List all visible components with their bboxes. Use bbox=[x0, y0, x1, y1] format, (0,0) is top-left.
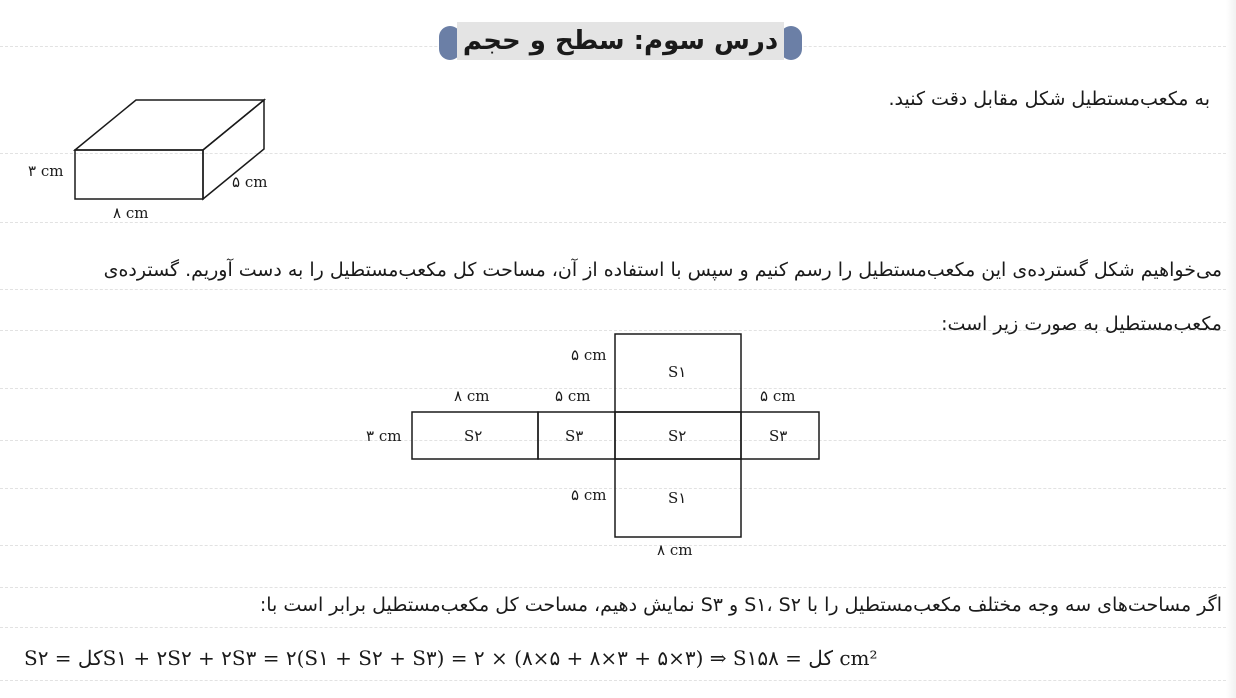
net-top-face-label: S۱ bbox=[668, 363, 687, 381]
cuboid-depth-label: ۵ cm bbox=[232, 173, 268, 191]
net-row-height-label: ۳ cm bbox=[366, 427, 402, 445]
net-col2-width-label: ۵ cm bbox=[555, 387, 591, 405]
net-face-3-label: S۲ bbox=[668, 427, 687, 445]
net-face-2-label: S۳ bbox=[565, 427, 584, 445]
cuboid-front-face bbox=[75, 150, 203, 199]
net-bottom-face-label: S۱ bbox=[668, 489, 687, 507]
net-bottom-width-label: ۸ cm bbox=[657, 541, 693, 559]
paragraph-line-2: مکعب‌مستطیل به صورت زیر است: bbox=[941, 313, 1222, 335]
areas-text: اگر مساحت‌های سه وجه مختلف مکعب‌مستطیل را با S۱، S۲ و S۳ نمایش دهیم، مساحت کل مکعب‌مستطیل برابر است با: bbox=[259, 594, 1222, 616]
cuboid-height-label: ۳ cm bbox=[28, 162, 64, 180]
paragraph-line-1: می‌خواهیم شکل گسترده‌ی این مکعب‌مستطیل را رسم کنیم و سپس با استفاده از آن، مساحت کل مکعب‌مستطیل را به دست آوریم. گسترده‌ی bbox=[103, 259, 1222, 281]
total-area-formula: Sکل = ۲S۱ + ۲S۲ + ۲S۳ = ۲(S۱ + S۲ + S۳) = ۲ × (۸×۵ + ۸×۳ + ۵×۳) ⇒ Sکل = ۱۵۸ cm² bbox=[24, 646, 878, 670]
lesson-title: درس سوم: سطح و حجم bbox=[457, 22, 784, 60]
net-col4-width-label: ۵ cm bbox=[760, 387, 796, 405]
net-col1-width-label: ۸ cm bbox=[454, 387, 490, 405]
cuboid-length-label: ۸ cm bbox=[113, 204, 149, 222]
intro-text: به مکعب‌مستطیل شکل مقابل دقت کنید. bbox=[888, 88, 1210, 110]
cuboid-top-face bbox=[75, 100, 264, 150]
net-face-4-label: S۳ bbox=[769, 427, 788, 445]
net-face-1-label: S۲ bbox=[464, 427, 483, 445]
net-bottom-height-label: ۵ cm bbox=[571, 486, 607, 504]
net-top-height-label: ۵ cm bbox=[571, 346, 607, 364]
